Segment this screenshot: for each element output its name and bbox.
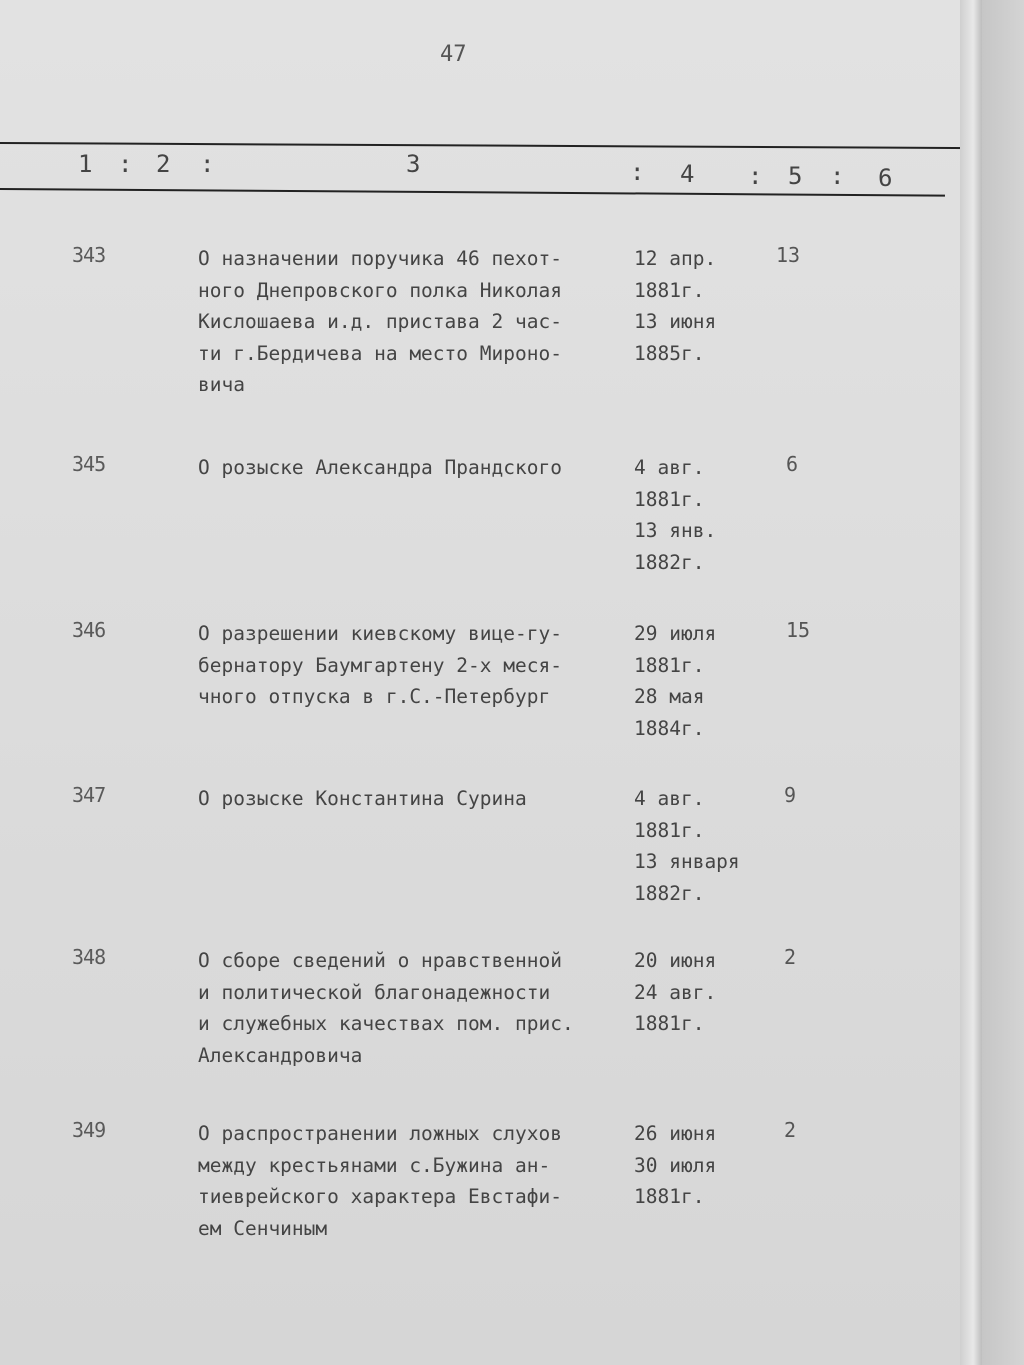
entry-date-line: 29 июля (634, 622, 717, 645)
entry-title (198, 1118, 638, 1244)
entry-title-line: чного отпуска в г.С.-Петербург (198, 685, 551, 708)
entry-sheet-count: 2 (784, 945, 797, 969)
entry-date-line: 13 июня (634, 310, 717, 333)
entry-title-line: О назначении поручика 46 пехот- (198, 247, 562, 270)
entry-sheet-count: 15 (786, 618, 811, 642)
entry-title-line: тиеврейского характера Евстафи- (198, 1185, 562, 1208)
entry-title-line: Кислошаева и.д. пристава 2 час- (198, 310, 562, 333)
entry-date-line: 1881г. (634, 1012, 705, 1035)
column-header-separator: : (630, 158, 645, 186)
column-header-4: 4 (680, 160, 695, 188)
entry-dates (634, 783, 774, 909)
entry-date-line: 1881г. (634, 1185, 705, 1208)
header-rule-bottom (0, 188, 945, 197)
entry-date-line: 12 апр. (634, 247, 717, 270)
entry-dates (634, 945, 774, 1040)
entry-date-line: 13 января (634, 850, 740, 873)
entry-dates (634, 452, 774, 578)
column-header-3: 3 (406, 150, 421, 178)
entry-number: 343 (72, 243, 106, 267)
entry-title-line: вича (198, 373, 245, 396)
entry-title (198, 452, 638, 484)
entry-date-line: 1885г. (634, 341, 705, 365)
entry-date-line: 24 авг. (634, 980, 717, 1004)
entry-date-line: 1881г. (634, 278, 705, 302)
entry-date-line: 30 июля (634, 1153, 717, 1177)
entry-title-line: бернатору Баумгартену 2-х меся- (198, 653, 562, 677)
entry-date-line: 26 июня (634, 1122, 717, 1145)
column-header-separator: : (118, 150, 133, 178)
entry-title-line: ного Днепровского полка Николая (198, 278, 562, 302)
entry-title-line: и служебных качествах пом. прис. (198, 1012, 574, 1035)
entry-title-line: О розыске Александра Прандского (198, 456, 562, 479)
entry-title-line: О распространении ложных слухов (198, 1122, 562, 1145)
entry-dates (634, 243, 774, 369)
entry-date-line: 1884г. (634, 716, 705, 740)
entry-date-line: 1881г. (634, 818, 705, 842)
entry-number: 349 (72, 1118, 106, 1142)
entry-title-line: О розыске Константина Сурина (198, 787, 527, 810)
page-number: 47 (440, 42, 467, 67)
entry-sheet-count: 13 (776, 243, 801, 267)
entry-date-line: 1882г. (634, 550, 705, 574)
entry-title-line: О разрешении киевскому вице-гу- (198, 622, 562, 645)
entry-date-line: 1881г. (634, 487, 705, 511)
entry-dates (634, 618, 774, 744)
entry-title (198, 618, 638, 713)
entry-date-line: 1882г. (634, 881, 705, 905)
entry-number: 347 (72, 783, 106, 807)
column-header-separator: : (830, 162, 845, 190)
entry-number: 346 (72, 618, 106, 642)
entry-date-line: 1881г. (634, 653, 705, 677)
entry-sheet-count: 6 (786, 452, 799, 476)
entry-title-line: Александровича (198, 1043, 363, 1067)
entry-number: 348 (72, 945, 106, 969)
header-rule-top (0, 142, 975, 149)
column-header-2: 2 (156, 150, 171, 178)
entry-date-line: 4 авг. (634, 787, 705, 810)
sheet-edge-shadow (960, 0, 982, 1365)
column-header-separator: : (748, 162, 763, 190)
entry-title-line: ти г.Бердичева на место Мироно- (198, 341, 562, 365)
entry-title-line: О сборе сведений о нравственной (198, 949, 562, 972)
entry-title (198, 243, 638, 401)
entry-date-line: 28 мая (634, 685, 705, 708)
entry-title (198, 783, 638, 815)
entry-title-line: ем Сенчиным (198, 1216, 328, 1240)
entry-date-line: 20 июня (634, 949, 717, 972)
entry-number: 345 (72, 452, 106, 476)
entry-title-line: и политической благонадежности (198, 980, 551, 1004)
entry-sheet-count: 9 (784, 783, 797, 807)
entry-date-line: 4 авг. (634, 456, 705, 479)
entry-title (198, 945, 638, 1071)
entry-date-line: 13 янв. (634, 519, 717, 542)
column-header-1: 1 (78, 150, 93, 178)
entry-dates (634, 1118, 774, 1213)
column-header-6: 6 (878, 164, 893, 192)
underlying-page (982, 0, 1024, 1365)
entry-title-line: между крестьянами с.Бужина ан- (198, 1153, 551, 1177)
entry-sheet-count: 2 (784, 1118, 797, 1142)
column-header-separator: : (200, 150, 215, 178)
column-header-5: 5 (788, 162, 803, 190)
